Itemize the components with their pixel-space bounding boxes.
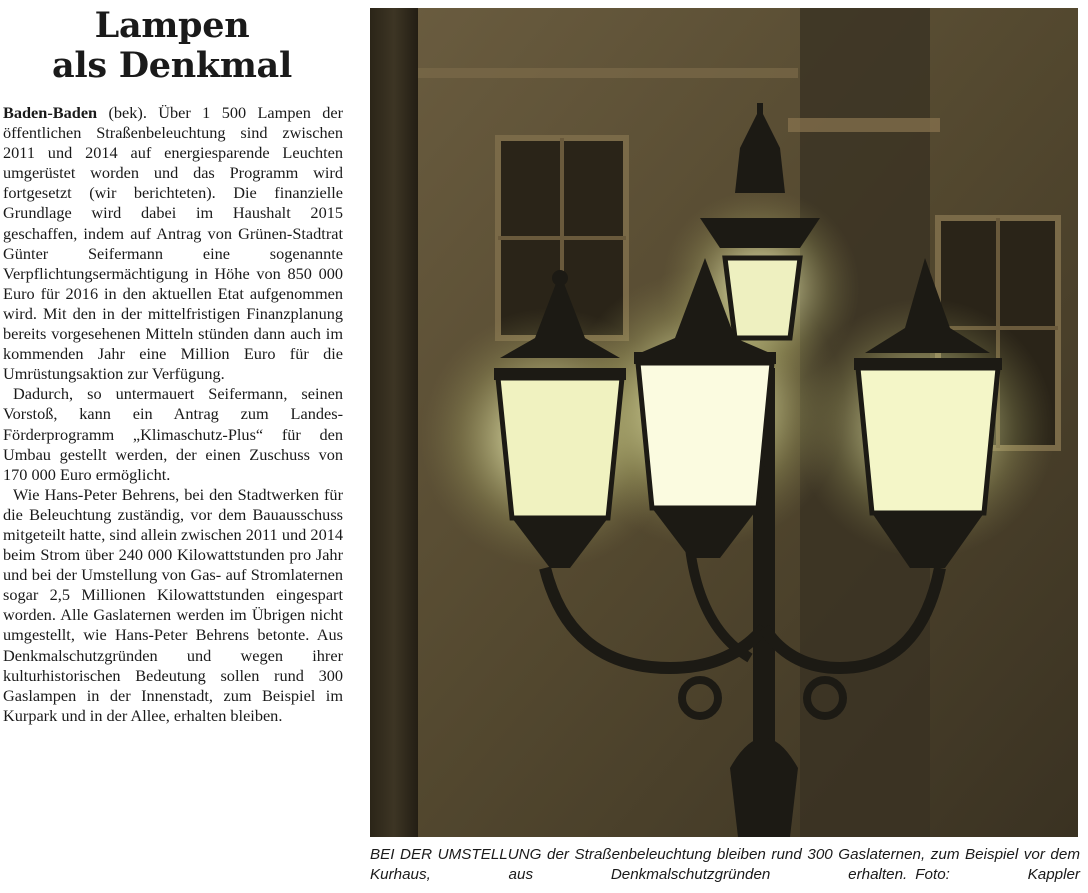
article-paragraph-1-text: (bek). Über 1 500 Lampen der öffentlichen Straßenbeleuchtung sind zwischen 2011 und 2014 auf energiesparende Leuchten umgerüstet worden und das Programm wird fortgesetzt (wir berichteten). Die finanzielle Grundlage wird dabei im Haushalt 2015 geschaffen, indem auf Antrag von Grünen-Stadtrat Günter Seifermann eine sogenannte Verpflichtungsermächtigung in Höhe von 850 000 Euro für 2016 in den aktuellen Etat aufgenommen wird. Mit den in der mittelfristigen Finanzplanung bereits vorgesehenen Mitteln stünden dann auch im kommenden Jahr eine Million Euro für die Umrüstungsaktion zur Verfügung. <box>3 103 343 384</box>
caption-lead: BEI DER UMSTELLUNG <box>370 846 542 863</box>
article-paragraph-3: Wie Hans-Peter Behrens, bei den Stadtwerken für die Beleuchtung zuständig, vor dem Bauausschuss mitgeteilt hatte, sind allein zwischen 2011 und 2014 beim Strom über 240 000 Kilowattstunden pro Jahr und bei der Umstellung von Gas- auf Stromlaternen sogar 2,5 Millionen Kilowattstunden eingespart worden. Alle Gaslaternen werden im Übrigen nicht umgestellt, wie Hans-Peter Behrens betonte. Aus Denkmalschutzgründen und wegen ihrer kulturhistorischen Bedeutung sollen rund 300 Gaslampen in der Innenstadt, zum Beispiel im Kurpark und in der Allee, erhalten bleiben. <box>3 484 343 725</box>
photo-illustration <box>370 8 1078 837</box>
article-paragraph-2: Dadurch, so untermauert Seifermann, seinen Vorstoß, kann ein Antrag zum Landes-Förderprogramm „Klimaschutz-Plus“ für den Umbau gestellt werden, der einen Zuschuss von 170 000 Euro ermöglicht. <box>3 384 343 484</box>
photo-street-lamps <box>370 8 1078 837</box>
photo-credit: Foto: Kappler <box>915 866 1080 883</box>
caption-text: der Straßenbeleuchtung bleiben rund 300 Gaslaternen, zum Beispiel vor dem Kurhaus, aus Denkmalschutzgründen erhalten. <box>370 846 1080 883</box>
article-paragraph-1 <box>3 103 343 384</box>
article-body <box>3 103 343 726</box>
headline-line-2: als Denkmal <box>52 45 292 86</box>
headline-line-1: Lampen <box>94 5 250 46</box>
headline <box>0 6 344 86</box>
photo-caption <box>370 845 1080 885</box>
dateline: Baden-Baden <box>3 103 98 122</box>
